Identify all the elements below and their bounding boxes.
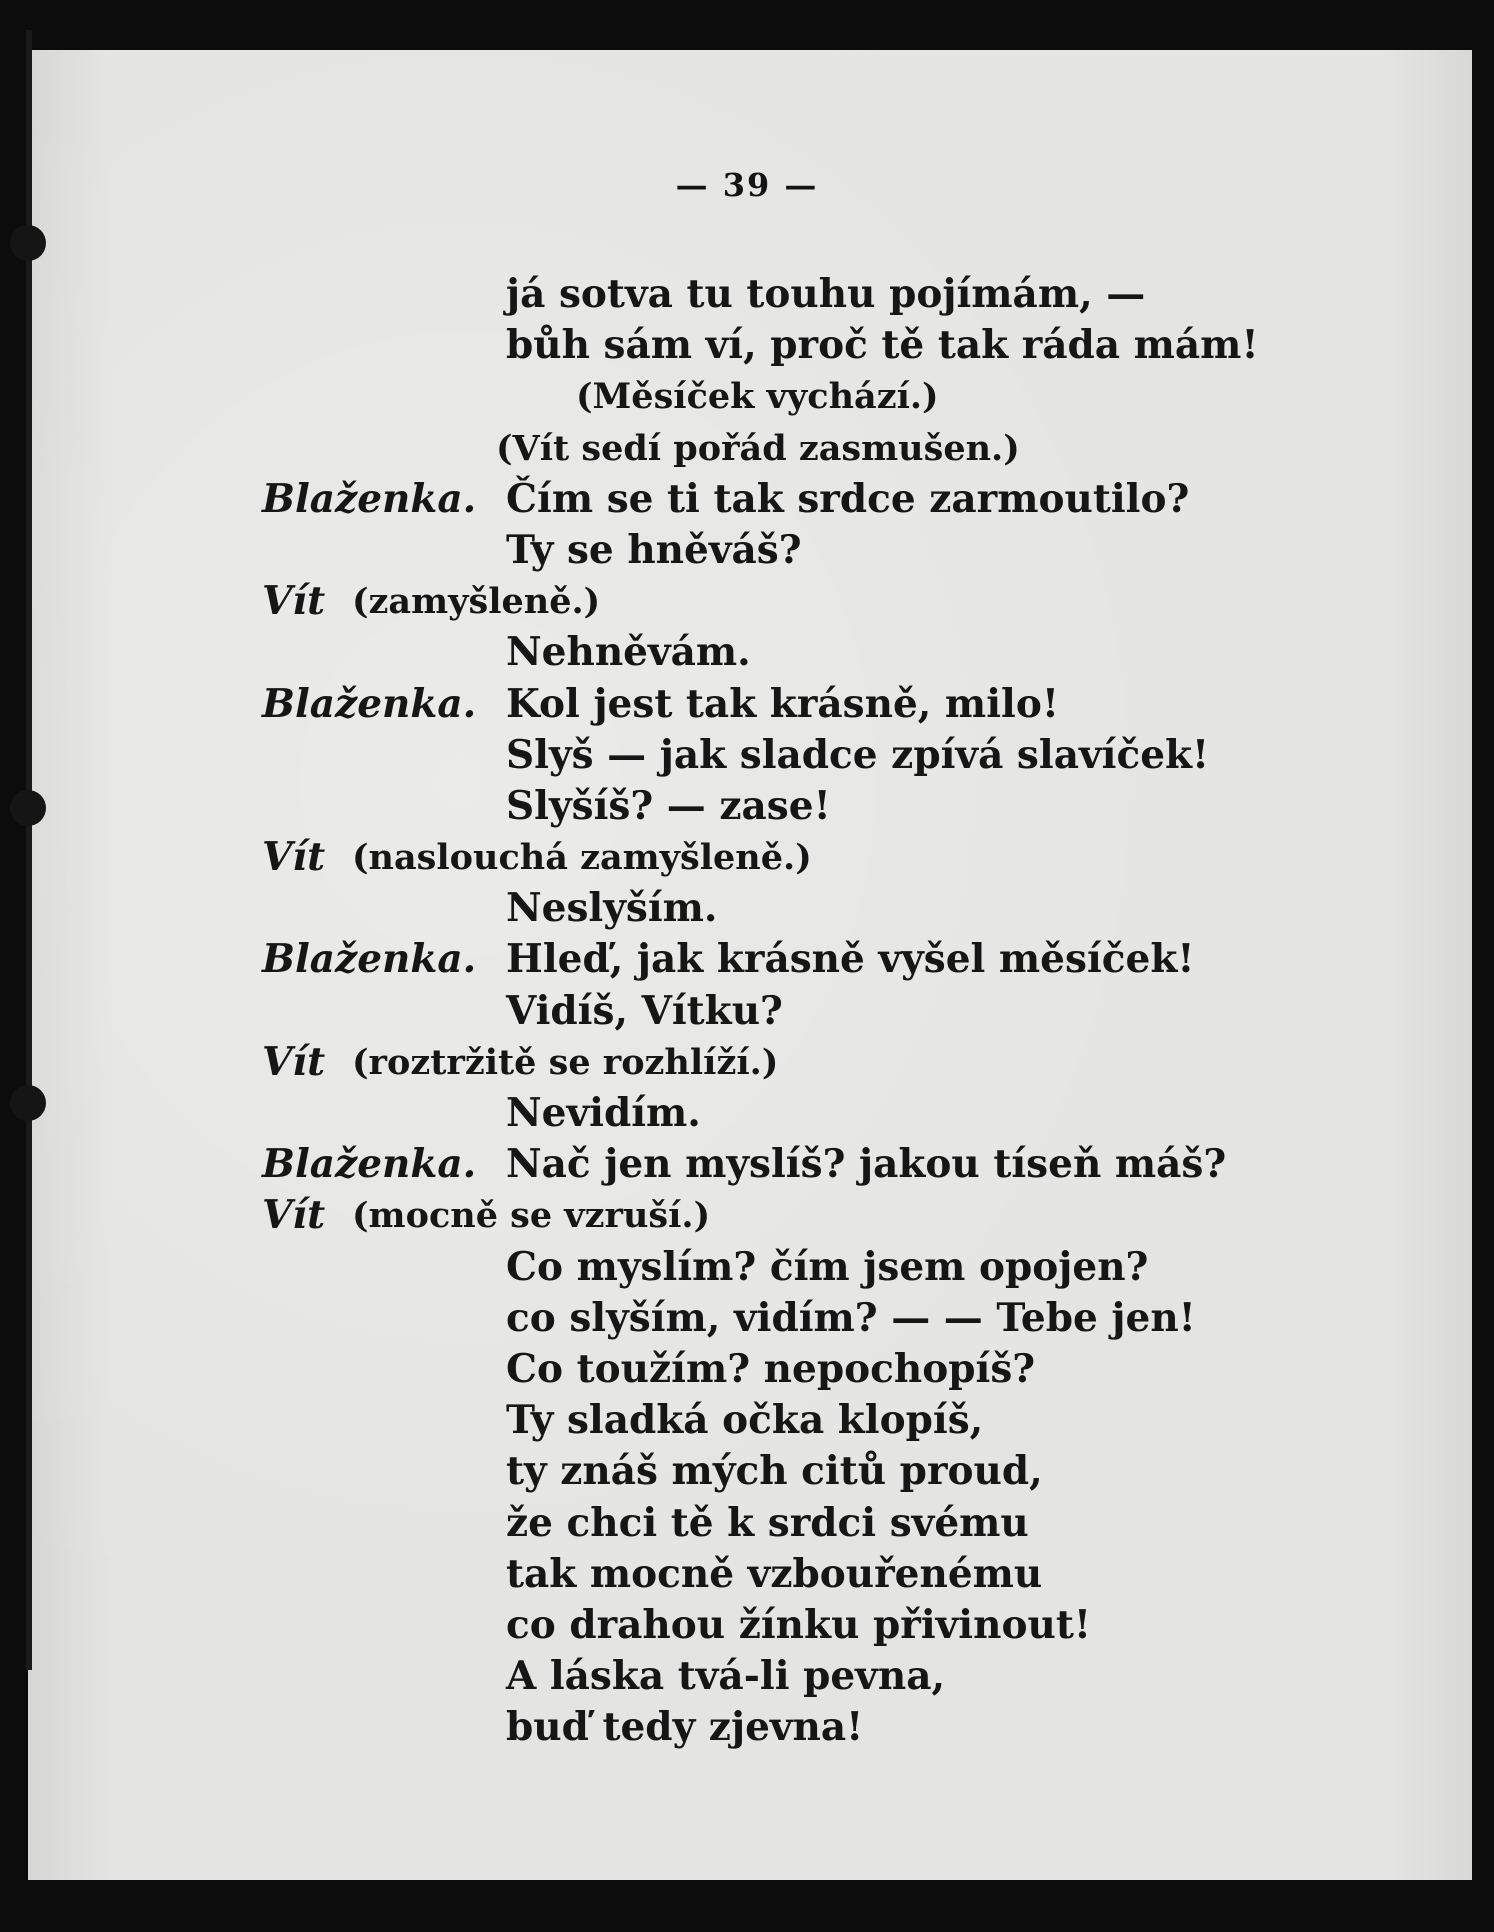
speech: Slyšíš? — zase! [506, 782, 831, 829]
speech: Nevidím. [506, 1090, 701, 1136]
speaker-name: Blaženka. [262, 936, 477, 983]
speech: Kol jest tak krásně, milo! [506, 680, 1059, 727]
text-line [0, 1498, 1494, 1549]
speech: já sotva tu touhu pojímám, — [506, 271, 1146, 317]
text-line [0, 269, 1494, 320]
speech: buď tedy zjevna! [506, 1704, 864, 1751]
speech: ty znáš mých citů proud, [506, 1448, 1043, 1495]
speaker-name: Vít [262, 1038, 326, 1085]
text-line [0, 1549, 1494, 1600]
speech: Vidíš, Vítku? [506, 987, 783, 1034]
text-line [0, 883, 1494, 934]
speech: tak mocně vzbouřenému [506, 1550, 1043, 1597]
text-line [0, 986, 1494, 1037]
stage-direction: (roztržitě se rozhlíží.) [352, 1041, 779, 1083]
speech: Co myslím? čím jsem opojen? [506, 1243, 1149, 1290]
speech: Nač jen myslíš? jakou tíseň máš? [506, 1141, 1227, 1188]
text-line [0, 474, 1494, 525]
stage-direction-line [0, 423, 1494, 474]
text-line [0, 320, 1494, 371]
text-line [0, 1344, 1494, 1395]
text-line [0, 576, 1494, 627]
text-line [0, 1190, 1494, 1241]
text-line [0, 1395, 1494, 1446]
speech: co slyším, vidím? — — Tebe jen! [506, 1294, 1196, 1341]
speaker-name: Vít [262, 578, 326, 625]
speech: Ty se hněváš? [506, 526, 802, 573]
speech: že chci tě k srdci svému [506, 1499, 1029, 1546]
text-line [0, 525, 1494, 576]
stage-direction: (Vít sedí pořád zasmušen.) [496, 427, 1020, 469]
speaker-name: Vít [262, 834, 326, 881]
text-line [0, 1088, 1494, 1139]
text-line [0, 832, 1494, 883]
text-line [0, 627, 1494, 678]
speech: Čím se ti tak srdce zarmoutilo? [506, 475, 1190, 522]
text-line [0, 1651, 1494, 1702]
stage-direction-line [0, 371, 1494, 422]
text-line [0, 934, 1494, 985]
stage-direction: (mocně se vzruší.) [352, 1195, 711, 1237]
text-line [0, 1037, 1494, 1088]
text-line [0, 1242, 1494, 1293]
text-line [0, 1139, 1494, 1190]
speech: Neslyším. [506, 885, 718, 932]
dialogue-text [0, 269, 1494, 1753]
page-number: — 39 — [675, 166, 819, 204]
speech: Co toužím? nepochopíš? [506, 1345, 1036, 1392]
speech: Hleď, jak krásně vyšel měsíček! [506, 936, 1195, 983]
speaker-name: Blaženka. [262, 680, 477, 727]
text-line [0, 730, 1494, 781]
speaker-name: Blaženka. [262, 1141, 477, 1188]
speech: Slyš — jak sladce zpívá slavíček! [506, 731, 1210, 778]
stage-direction: (Měsíček vychází.) [576, 376, 939, 418]
speech: bůh sám ví, proč tě tak ráda mám! [506, 322, 1259, 369]
text-line [0, 1293, 1494, 1344]
binding-stain [10, 225, 46, 261]
speaker-name: Blaženka. [262, 475, 477, 522]
speaker-name: Vít [262, 1192, 326, 1239]
stage-direction: (zamyšleně.) [352, 581, 601, 623]
text-line [0, 1446, 1494, 1497]
stage-direction: (naslouchá zamyšleně.) [352, 837, 812, 879]
text-line [0, 679, 1494, 730]
speech: co drahou žínku přivinout! [506, 1601, 1091, 1648]
text-line [0, 1600, 1494, 1651]
speech: Nehněvám. [506, 629, 751, 676]
text-line [0, 781, 1494, 832]
text-line [0, 1702, 1494, 1753]
speech: Ty sladká očka klopíš, [506, 1397, 984, 1444]
speech: A láska tvá-li pevna, [506, 1653, 946, 1700]
